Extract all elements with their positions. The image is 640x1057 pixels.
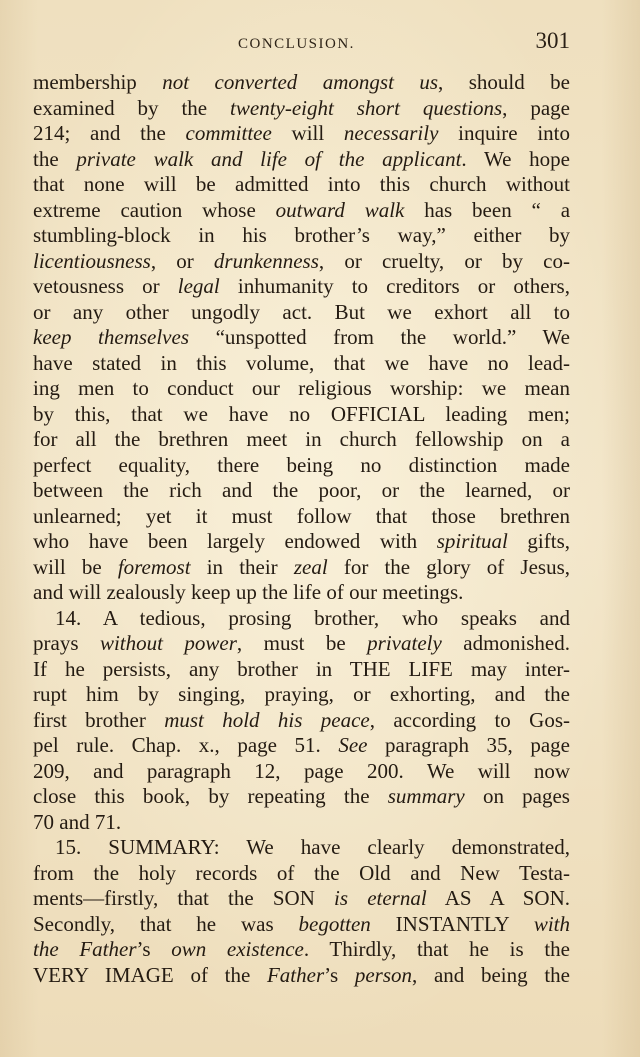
- text-line: [33, 682, 570, 708]
- text-line: [33, 810, 570, 836]
- text-segment: examined by the: [33, 95, 231, 120]
- text-line: [33, 147, 570, 173]
- text-line: [33, 708, 570, 734]
- text-line: [33, 861, 570, 887]
- italic-text: with: [533, 911, 570, 936]
- italic-text: keep themselves: [33, 325, 190, 349]
- text-segment: stumbling-block in his brother’s way,” either by: [33, 223, 570, 247]
- text-segment: . Thirdly, that he is the: [303, 937, 570, 961]
- italic-text: See: [338, 733, 368, 757]
- text-segment: for the glory of Jesus,: [327, 554, 570, 579]
- text-segment: extreme caution whose: [33, 197, 276, 222]
- text-segment: AS A SON.: [426, 886, 570, 910]
- italic-text: summary: [387, 784, 465, 808]
- running-head: CONCLUSION.: [238, 36, 355, 52]
- italic-text: begotten: [298, 911, 371, 936]
- text-segment: between the rich and the poor, or the learned, or: [33, 478, 570, 502]
- text-line: [33, 784, 570, 810]
- italic-text: own existence: [171, 937, 304, 961]
- text-segment: ’s: [324, 962, 355, 987]
- text-segment: gifts,: [507, 529, 571, 553]
- text-segment: from the holy records of the Old and New Testa-: [33, 860, 570, 885]
- text-segment: 214; and the: [33, 121, 186, 145]
- text-line: [33, 70, 570, 96]
- text-segment: membership: [33, 70, 163, 94]
- text-line: [33, 96, 570, 122]
- italic-text: without power: [99, 631, 237, 655]
- text-segment: , according to Gos-: [369, 707, 570, 732]
- text-line: [33, 198, 570, 224]
- text-segment: unlearned; yet it must follow that those brethren: [33, 503, 570, 528]
- text-line: [33, 606, 570, 632]
- italic-text: is eternal: [334, 886, 427, 910]
- text-line: [33, 580, 570, 606]
- text-line: [33, 478, 570, 504]
- italic-text: legal: [177, 274, 220, 298]
- text-segment: vetousness or: [33, 274, 178, 298]
- text-segment: rupt him by singing, praying, or exhorting, and the: [33, 682, 570, 706]
- text-segment: , page: [502, 95, 570, 120]
- italic-text: twenty-eight short questions: [230, 95, 503, 120]
- text-segment: ’s: [136, 937, 172, 961]
- text-segment: 70 and 71.: [33, 809, 122, 834]
- text-line: [33, 631, 570, 657]
- text-line: [33, 835, 570, 861]
- text-line: [33, 172, 570, 198]
- text-segment: will be: [33, 554, 118, 579]
- text-line: [33, 274, 570, 300]
- text-segment: who have been largely endowed with: [33, 529, 437, 553]
- italic-text: committee: [185, 121, 272, 145]
- text-segment: inhumanity to creditors or others,: [219, 274, 570, 298]
- italic-text: the Father: [33, 937, 137, 961]
- text-line: [33, 504, 570, 530]
- text-segment: , or cruelty, or by co-: [318, 248, 570, 273]
- text-segment: close this book, by repeating the: [33, 784, 388, 808]
- italic-text: Father: [266, 962, 325, 987]
- text-segment: has been “ a: [404, 197, 571, 222]
- text-line: [33, 453, 570, 479]
- text-line: [33, 733, 570, 759]
- text-segment: “unspotted from the world.” We: [189, 325, 570, 349]
- text-segment: for all the brethren meet in church fellowship on a: [33, 427, 570, 451]
- text-segment: . We hope: [461, 146, 570, 171]
- text-segment: and will zealously keep up the life of our meetings.: [33, 580, 464, 604]
- text-segment: pel rule. Chap. x., page 51.: [33, 733, 339, 757]
- text-line: [33, 325, 570, 351]
- text-line: [33, 912, 570, 938]
- text-line: [33, 351, 570, 377]
- text-segment: that none will be admitted into this church without: [33, 172, 570, 196]
- text-line: [33, 963, 570, 989]
- text-line: [33, 529, 570, 555]
- text-segment: by this, that we have no OFFICIAL leading men;: [33, 401, 570, 426]
- text-segment: have stated in this volume, that we have no lead-: [33, 350, 570, 375]
- text-segment: perfect equality, there being no distinction made: [33, 452, 570, 477]
- italic-text: must hold his peace: [164, 707, 370, 732]
- text-segment: in their: [190, 554, 294, 579]
- text-line: [33, 657, 570, 683]
- italic-text: necessarily: [343, 121, 439, 145]
- text-segment: admonished.: [441, 631, 570, 655]
- text-segment: ments—firstly, that the SON: [33, 886, 335, 910]
- text-line: [33, 402, 570, 428]
- text-segment: on pages: [464, 784, 570, 808]
- italic-text: private walk and life of the applicant: [76, 146, 462, 171]
- text-segment: ing men to conduct our religious worship: we mean: [33, 376, 570, 400]
- page-header: [33, 28, 570, 62]
- text-line: [33, 937, 570, 963]
- italic-text: drunkenness: [213, 248, 319, 273]
- text-segment: 14. A tedious, prosing brother, who speaks and: [55, 605, 570, 630]
- text-line: [33, 249, 570, 275]
- text-segment: paragraph 35, page: [367, 733, 570, 757]
- body-text: [33, 70, 570, 988]
- text-segment: INSTANTLY: [370, 911, 534, 936]
- text-segment: If he persists, any brother in THE LIFE may inter-: [33, 656, 570, 681]
- text-line: [33, 759, 570, 785]
- text-segment: , or: [150, 248, 214, 273]
- text-segment: , and being the: [412, 962, 570, 987]
- italic-text: spiritual: [436, 529, 508, 553]
- text-line: [33, 376, 570, 402]
- italic-text: licentiousness: [33, 248, 151, 273]
- text-segment: 209, and paragraph 12, page 200. We will now: [33, 758, 570, 783]
- text-segment: will: [271, 121, 344, 145]
- text-segment: 15. SUMMARY: We have clearly demonstrated,: [55, 835, 570, 859]
- text-line: [33, 223, 570, 249]
- page-number: 301: [535, 28, 570, 53]
- text-segment: or any other ungodly act. But we exhort all to: [33, 299, 570, 324]
- text-segment: Secondly, that he was: [33, 911, 299, 936]
- italic-text: privately: [367, 631, 442, 655]
- text-segment: first brother: [33, 707, 165, 732]
- text-segment: , must be: [236, 631, 368, 655]
- italic-text: not converted amongst us: [162, 70, 439, 94]
- text-segment: VERY IMAGE of the: [33, 962, 267, 987]
- text-segment: prays: [33, 631, 100, 655]
- text-segment: inquire into: [438, 121, 571, 145]
- text-line: [33, 300, 570, 326]
- text-line: [33, 121, 570, 147]
- text-segment: the: [33, 146, 77, 171]
- text-line: [33, 886, 570, 912]
- italic-text: person: [354, 962, 413, 987]
- text-line: [33, 427, 570, 453]
- italic-text: foremost: [117, 554, 191, 579]
- italic-text: zeal: [293, 554, 328, 579]
- text-line: [33, 555, 570, 581]
- text-segment: , should be: [438, 70, 570, 94]
- italic-text: outward walk: [275, 197, 405, 222]
